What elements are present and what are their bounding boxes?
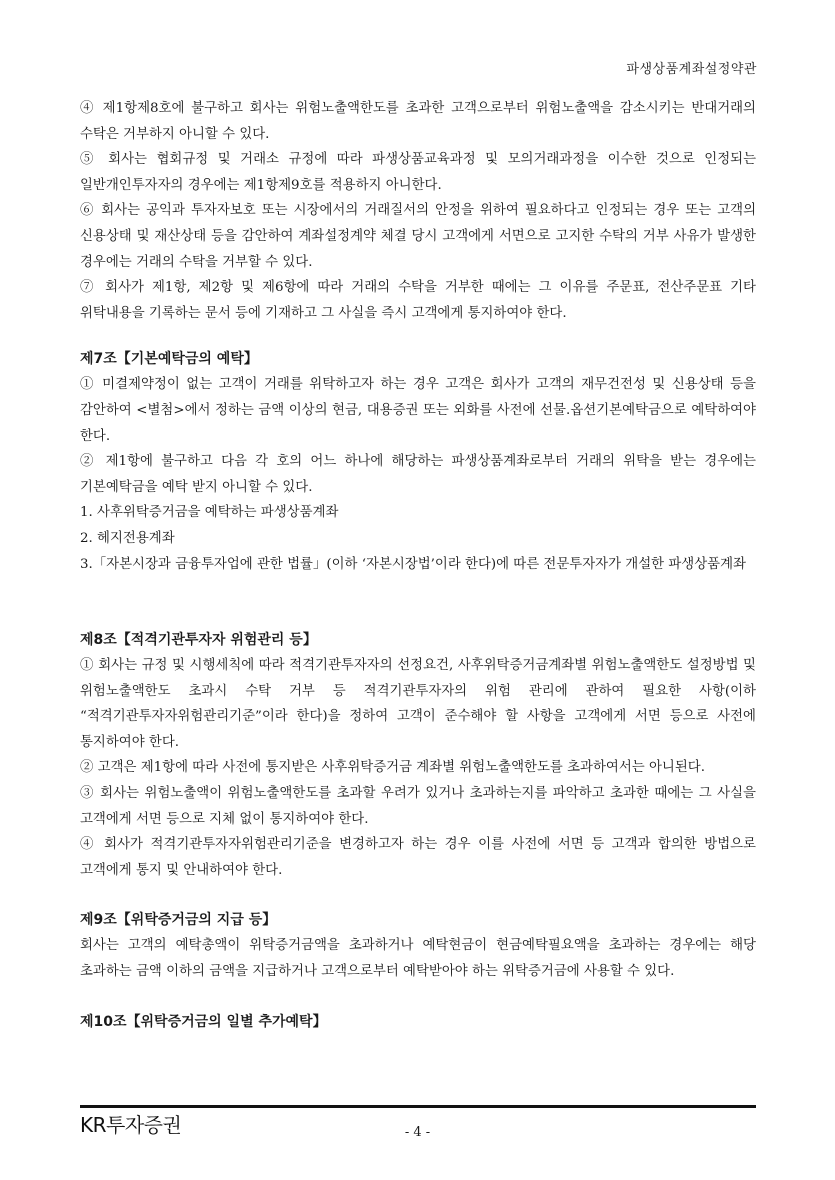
art8-paragraph-1: ① 회사는 규정 및 시행세칙에 따라 적격기관투자자의 선정요건, 사후위탁증거금계좌별 위험노출액한도 설정방법 및 위험노출액한도 초과시 수탁 거부 등 적격기관투자자의 위험 관리에 관하여 필요한 사항(이하 “적격기관투자자위험관리기준”이라 한다)을 정하여 고객이 준수해야 할 사항을 고객에게 서면 등으로 사전에 통지하여야 한다. — [80, 658, 756, 750]
art8-paragraph-4: ④ 회사가 적격기관투자자위험관리기준을 변경하고자 하는 경우 이를 사전에 서면 등 고객과 합의한 방법으로 고객에게 통지 및 안내하여야 한다. — [80, 837, 756, 878]
spacer — [80, 883, 756, 907]
art6-paragraph-7: ⑦ 회사가 제1항, 제2항 및 제6항에 따라 거래의 수탁을 거부한 때에는 그 이유를 주문표, 전산주문표 기타 위탁내용을 기록하는 문서 등에 기재하고 그 사실을 즉시 고객에게 통지하여야 한다. — [80, 280, 756, 321]
article-7-heading: 제7조【기본예탁금의 예탁】 — [80, 351, 258, 368]
article-10-heading: 제10조【위탁증거금의 일별 추가예탁】 — [80, 1013, 327, 1030]
art8-paragraph-2: ② 고객은 제1항에 따라 사전에 통지받은 사후위탁증거금 계좌별 위험노출액한도를 초과하여서는 아니된다. — [80, 760, 705, 776]
art7-item-1: 1. 사후위탁증거금을 예탁하는 파생상품계좌 — [80, 505, 339, 521]
company-logo: KR투자증권 — [80, 1113, 182, 1137]
art6-paragraph-6: ⑥ 회사는 공익과 투자자보호 또는 시장에서의 거래질서의 안정을 위하여 필요하다고 인정되는 경우 또는 고객의 신용상태 및 재산상태 등을 감안하여 계좌설정계약 체결 당시 고객에게 서면으로 고지한 수탁의 거부 사유가 발생한 경우에는 거래의 수탁을 거부할 수 있다. — [80, 203, 756, 270]
footer-divider — [80, 1105, 756, 1108]
article-9-heading: 제9조【위탁증거금의 지급 등】 — [80, 912, 277, 929]
document-body — [80, 96, 756, 1035]
art7-paragraph-2: ② 제1항에 불구하고 다음 각 호의 어느 하나에 해당하는 파생상품계좌로부터 거래의 위탁을 받는 경우에는 기본예탁금을 예탁 받지 아니할 수 있다. — [80, 454, 756, 495]
art6-paragraph-5: ⑤ 회사는 협회규정 및 거래소 규정에 따라 파생상품교육과정 및 모의거래과정을 이수한 것으로 인정되는 일반개인투자자의 경우에는 제1항제9호를 적용하지 아니한다. — [80, 152, 756, 193]
art8-paragraph-3: ③ 회사는 위험노출액이 위험노출액한도를 초과할 우려가 있거나 초과하는지를 파악하고 초과한 때에는 그 사실을 고객에게 서면 등으로 지체 없이 통지하여야 한다. — [80, 786, 756, 827]
art9-paragraph-1: 회사는 고객의 예탁총액이 위탁증거금액을 초과하거나 예탁현금이 현금예탁필요액을 초과하는 경우에는 해당 초과하는 금액 이하의 금액을 지급하거나 고객으로부터 예탁받아야 하는 위탁증거금에 사용할 수 있다. — [80, 938, 756, 980]
article-8-heading: 제8조【적격기관투자자 위험관리 등】 — [80, 632, 317, 649]
spacer — [80, 326, 756, 346]
spacer — [80, 985, 756, 1009]
page-number: - 4 - — [404, 1125, 431, 1140]
art7-paragraph-1: ① 미결제약정이 없는 고객이 거래를 위탁하고자 하는 경우 고객은 회사가 고객의 재무건전성 및 신용상태 등을 감안하여 <별첨>에서 정하는 금액 이상의 현금, 대용증권 또는 외화를 사전에 선물․옵션기본예탁금으로 예탁하여야 한다. — [80, 377, 756, 444]
art6-paragraph-4: ④ 제1항제8호에 불구하고 회사는 위험노출액한도를 초과한 고객으로부터 위험노출액을 감소시키는 반대거래의 수탁은 거부하지 아니할 수 있다. — [80, 101, 756, 142]
spacer — [80, 577, 756, 627]
art7-item-2: 2. 헤지전용계좌 — [80, 530, 175, 546]
document-header-title: 파생상품계좌설정약관 — [626, 62, 757, 77]
art7-item-3: 3.「자본시장과 금융투자업에 관한 법률」(이하 ‘자본시장법’이라 한다)에 따른 전문투자자가 개설한 파생상품계좌 — [80, 556, 746, 572]
